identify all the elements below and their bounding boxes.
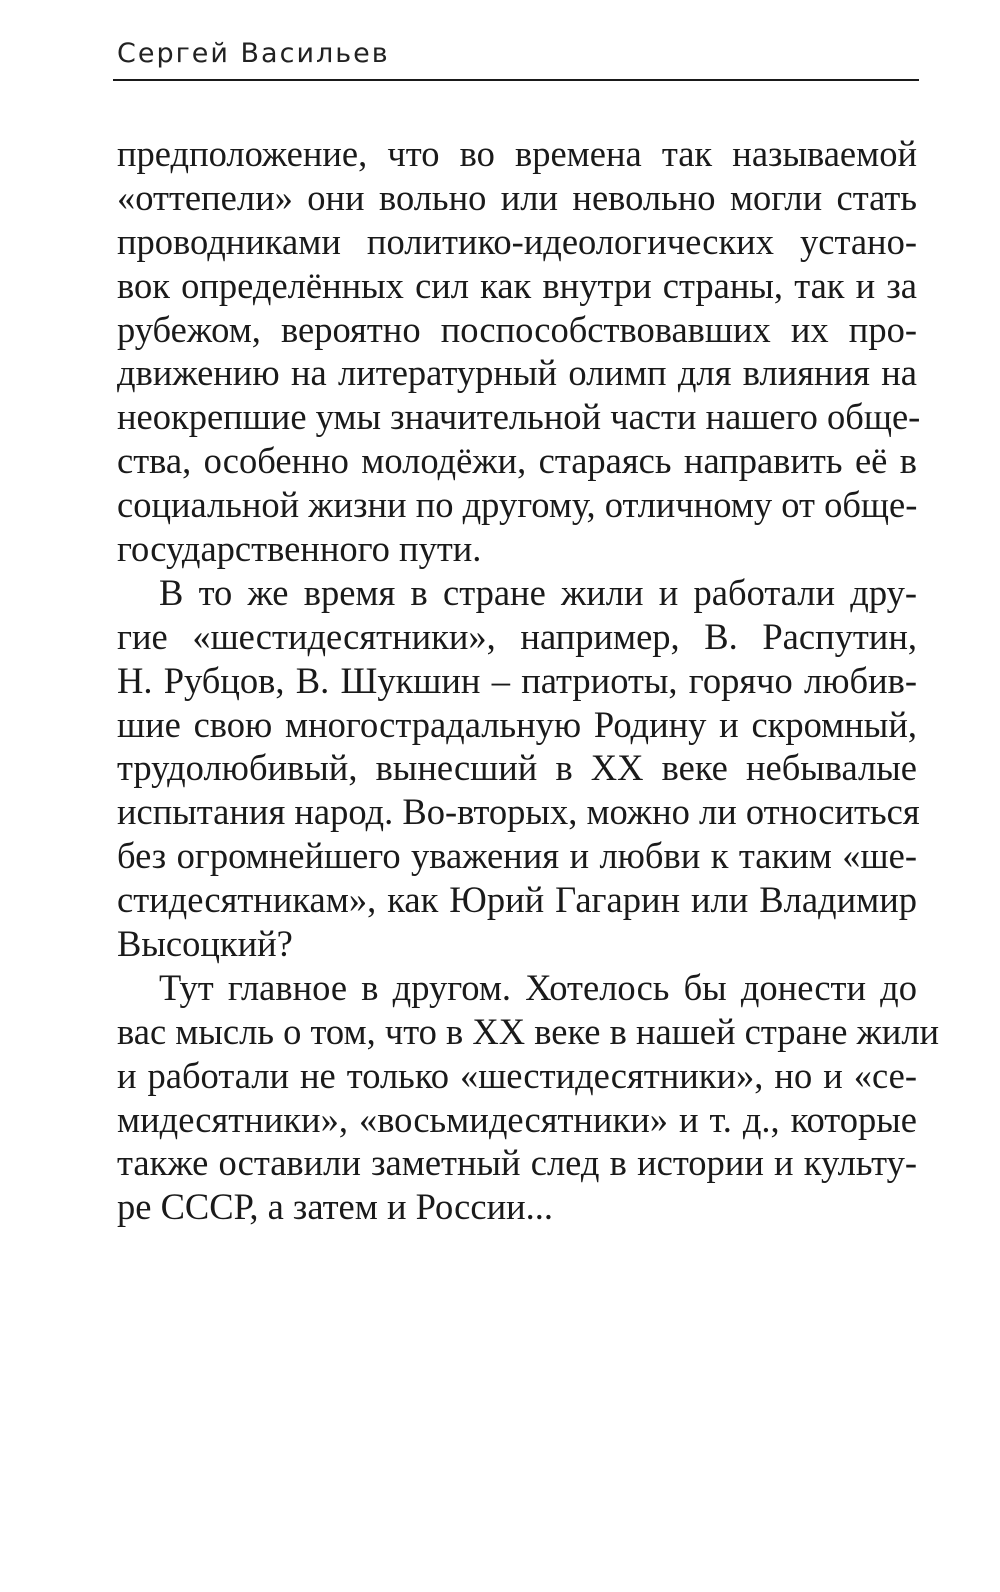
text-line: «оттепели» они вольно или невольно могли стать: [117, 176, 917, 218]
text-line: рубежом, вероятно поспособствовавших их про-: [117, 308, 917, 350]
text-line: социальной жизни по другому, отличному от обще-: [117, 484, 918, 526]
text-line: стидесятникам», как Юрий Гагарин или Владимир: [117, 879, 917, 921]
text-line: вок определённых сил как внутри страны, так и за: [117, 264, 917, 306]
text-line: движению на литературный олимп для влияния на: [117, 352, 917, 394]
paragraph: [117, 132, 921, 571]
text-line: мидесятники», «восьмидесятники» и т. д., которые: [117, 1098, 917, 1140]
text-line: В то же время в стране жили и работали дру-: [159, 571, 917, 613]
text-line: ре СССР, а затем и России...: [117, 1186, 554, 1228]
text-line: неокрепшие умы значительной части нашего обще-: [117, 396, 921, 438]
text-line: шие свою многострадальную Родину и скромный,: [117, 703, 917, 745]
text-line: вас мысль о том, что в XX веке в нашей стране жили: [117, 1010, 940, 1052]
paragraph: [117, 966, 940, 1229]
text-line: ства, особенно молодёжи, стараясь направить её в: [117, 440, 917, 482]
text-line: без огромнейшего уважения и любви к таким «ше-: [117, 835, 917, 877]
text-line: Высоцкий?: [117, 923, 293, 965]
header-divider: [113, 79, 919, 81]
text-line: испытания народ. Во-вторых, можно ли относиться: [117, 791, 920, 833]
text-line: также оставили заметный след в истории и культу-: [117, 1142, 917, 1184]
body-text: [117, 132, 940, 1229]
text-line: государственного пути.: [117, 528, 482, 570]
text-line: Тут главное в другом. Хотелось бы донести до: [159, 966, 917, 1008]
text-line: гие «шестидесятники», например, В. Распутин,: [117, 615, 917, 657]
running-head-author: Сергей Васильев: [117, 38, 390, 69]
text-line: трудолюбивый, вынесший в XX веке небывалые: [117, 747, 917, 789]
text-line: и работали не только «шестидесятники», но и «се-: [117, 1054, 917, 1096]
text-line: предположение, что во времена так называемой: [117, 133, 917, 174]
paragraph: [117, 571, 920, 966]
text-line: Н. Рубцов, В. Шукшин – патриоты, горячо любив-: [117, 659, 917, 701]
text-line: проводниками политико-идеологических устано-: [117, 220, 917, 262]
